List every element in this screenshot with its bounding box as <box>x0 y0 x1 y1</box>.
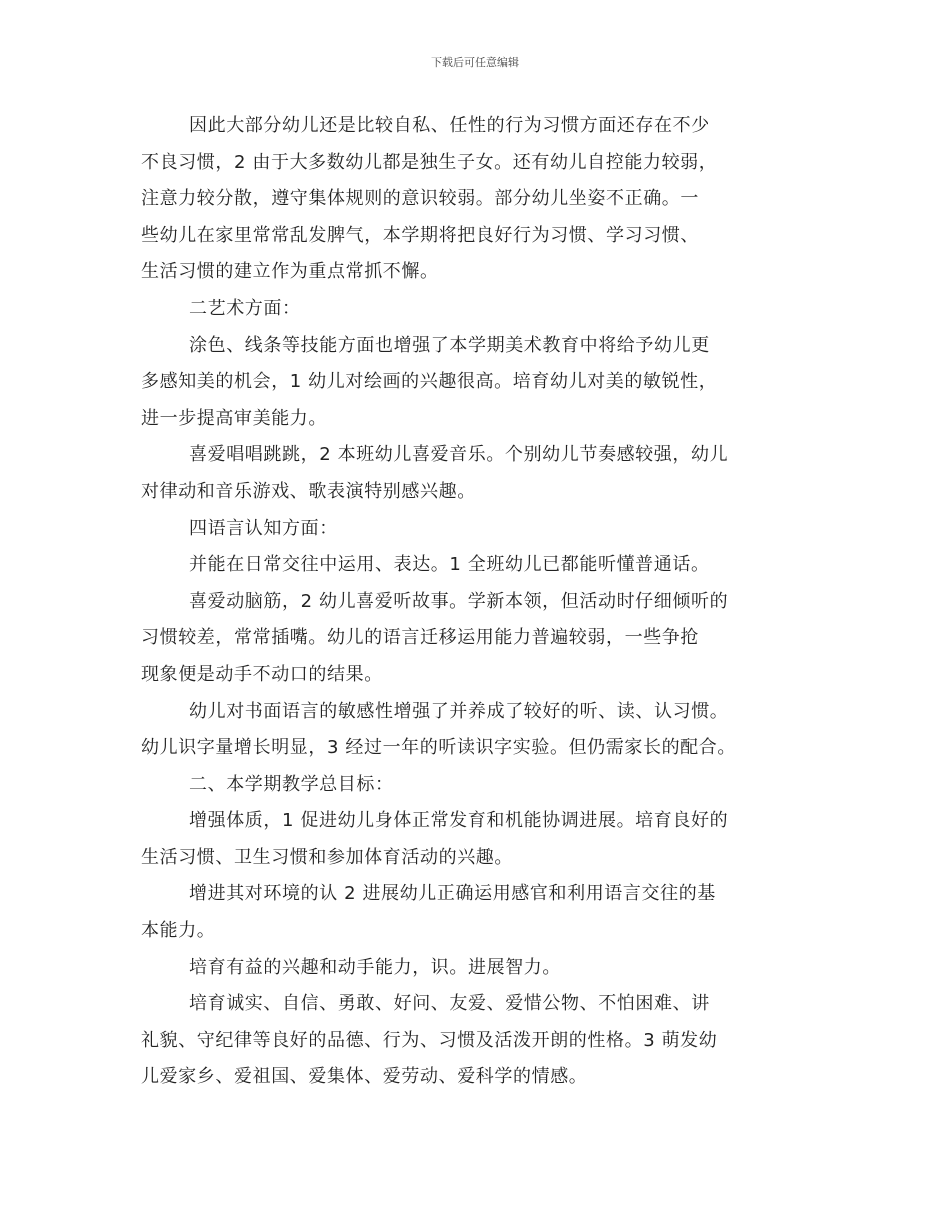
section-heading: 二艺术方面： <box>189 297 301 319</box>
text-line: 因此大部分幼儿还是比较自私、任性的行为习惯方面还存在不少 <box>189 115 710 136</box>
text-line: 培育诚实、自信、勇敢、好问、友爱、爱惜公物、不怕困难、讲 <box>189 993 710 1015</box>
text-line: 多感知美的机会，1 幼儿对绘画的兴趣很高。培育幼儿对美的敏锐性， <box>141 371 718 393</box>
text-line: 培育有益的兴趣和动手能力，识。进展智力。 <box>189 956 561 978</box>
page-header: 下载后可任意编辑 <box>431 56 519 69</box>
text-line: 不良习惯，2 由于大多数幼儿都是独生子女。还有幼儿自控能力较弱， <box>141 151 718 173</box>
text-line: 礼貌、守纪律等良好的品德、行为、习惯及活泼开朗的性格。3 萌发幼 <box>141 1029 718 1051</box>
text-line: 增强体质，1 促进幼儿身体正常发育和机能协调进展。培育良好的 <box>189 810 729 832</box>
text-line: 增进其对环境的认 2 进展幼儿正确运用感官和利用语言交往的基 <box>189 883 716 905</box>
text-line: 习惯较差，常常插嘴。幼儿的语言迁移运用能力普遍较弱，一些争抢 <box>141 627 699 649</box>
document-body <box>141 108 831 1096</box>
section-heading: 四语言认知方面： <box>189 517 338 539</box>
text-line: 幼儿对书面语言的敏感性增强了并养成了较好的听、读、认习惯。 <box>189 700 729 722</box>
text-line: 些幼儿在家里常常乱发脾气，本学期将把良好行为习惯、学习习惯、 <box>141 224 699 246</box>
text-line: 进一步提高审美能力。 <box>141 407 327 429</box>
text-line: 生活习惯的建立作为重点常抓不懈。 <box>141 261 439 283</box>
text-line: 儿爱家乡、爱祖国、爱集体、爱劳动、爱科学的情感。 <box>141 1066 588 1088</box>
text-line: 现象便是动手不动口的结果。 <box>141 663 383 685</box>
text-line: 生活习惯、卫生习惯和参加体育活动的兴趣。 <box>141 846 513 868</box>
text-line: 对律动和音乐游戏、歌表演特别感兴趣。 <box>141 480 476 502</box>
section-heading: 二、本学期教学总目标： <box>189 773 394 795</box>
text-line: 喜爱动脑筋，2 幼儿喜爱听故事。学新本领，但活动时仔细倾听的 <box>189 590 729 612</box>
text-line: 喜爱唱唱跳跳，2 本班幼儿喜爱音乐。个别幼儿节奏感较强，幼儿 <box>189 444 729 466</box>
text-line: 注意力较分散，遵守集体规则的意识较弱。部分幼儿坐姿不正确。一 <box>141 188 699 210</box>
text-line: 幼儿识字量增长明显，3 经过一年的听读识字实验。但仍需家长的配合。 <box>141 737 736 759</box>
text-line: 涂色、线条等技能方面也增强了本学期美术教育中将给予幼儿更 <box>189 334 710 356</box>
text-line: 并能在日常交往中运用、表达。1 全班幼儿已都能听懂普通话。 <box>189 554 710 576</box>
text-line: 本能力。 <box>141 920 216 942</box>
